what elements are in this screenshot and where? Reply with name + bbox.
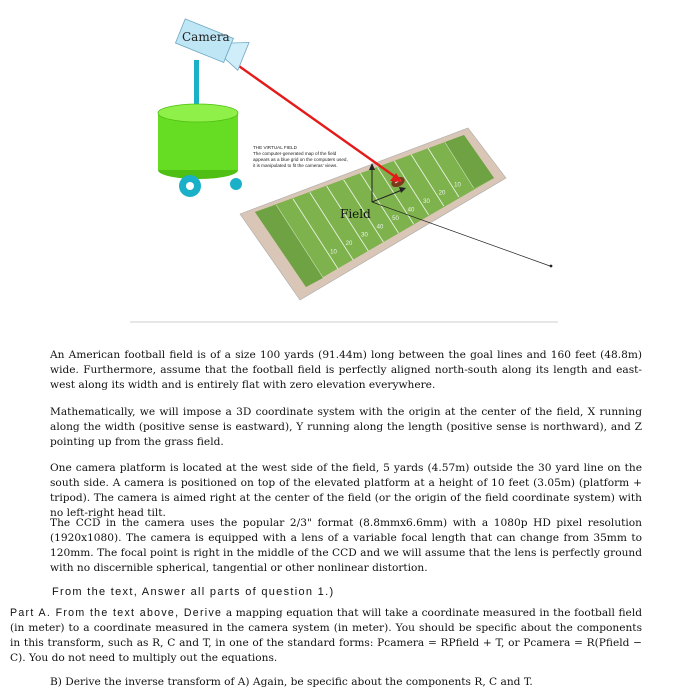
part-a-question <box>10 606 642 666</box>
yard-number: 10 <box>330 249 337 256</box>
yard-number: 40 <box>376 224 384 231</box>
paragraph-field-description: An American football field is of a size 100 yards (91.44m) long between the goal lines and 160 feet (48.8m) wide. Furthermore, assume that the football field is perfectly aligned north-south along its length and east-west along its width and is entirely flat with zero elevation everywhere. <box>50 349 642 391</box>
yard-number: 40 <box>407 207 415 214</box>
paragraph-camera-platform: One camera platform is located at the west side of the field, 5 yards (4.57m) outside the 30 yard line on the south side. A camera is positioned on top of the elevated platform at a height of 10 feet (3.05m) (platform + tripod). The camera is aimed right at the center of the field (or the origin of the field coordinate system) with no left-right head tilt. <box>50 462 642 519</box>
caption-line: The computer-generated map of the field <box>253 151 337 156</box>
yard-number: 10 <box>454 182 461 189</box>
caption-line: THE VIRTUAL FIELD <box>253 145 297 150</box>
x-axis-end <box>550 265 553 268</box>
caption-line: appears as a blue grid on the computers used, <box>253 157 348 162</box>
virtual-field-caption <box>253 145 348 168</box>
paragraph-ccd-lens: The CCD in the camera uses the popular 2/3" format (8.8mmx6.6mm) with a 1080p HD pixel resolution (1920x1080). The camera is equipped with a lens of a variable focal length that can change from 35mm to 120mm. The focal point is right in the middle of the CCD and we will assume that the lens is perfectly ground with no discernible spherical, tangential or other nonlinear distortion. <box>50 517 642 574</box>
question-instruction: From the text, Answer all parts of question 1.) <box>52 586 335 598</box>
part-a-body: a mapping equation that will take a coordinate measured in the football field (in meter) to a coordinate measured in the camera system (in meter). You should be specific about the components in this transform, such as R, C and T, in one of the standard forms: Pcamera = RPfield + T, or Pcamera = R(Pfield − C). You do not need to multiply out the equations. <box>10 607 643 664</box>
yard-number: 30 <box>361 232 368 239</box>
yard-number: 30 <box>423 199 430 206</box>
wheel-icon <box>230 178 242 190</box>
caption-line: it is manipulated to fit the cameras' views. <box>253 163 338 168</box>
camera-platform <box>158 17 249 197</box>
yard-number: 20 <box>345 241 353 248</box>
wheel-hub <box>186 182 194 190</box>
camera-label: Camera <box>182 30 230 44</box>
part-a-lead: Part A. From the text above, Derive <box>10 607 223 619</box>
yard-number: 20 <box>438 190 446 197</box>
field-label: Field <box>340 207 371 221</box>
camera-field-illustration <box>0 0 689 335</box>
paragraph-coordinate-system: Mathematically, we will impose a 3D coordinate system with the origin at the center of the field, X running along the width (positive sense is eastward), Y running along the length (positive sense is northward), and Z pointing up from the grass field. <box>50 406 642 448</box>
yard-number: 50 <box>392 215 399 222</box>
platform-top <box>158 104 238 122</box>
part-b-question: B) Derive the inverse transform of A) Again, be specific about the components R, C and T. <box>50 676 533 688</box>
